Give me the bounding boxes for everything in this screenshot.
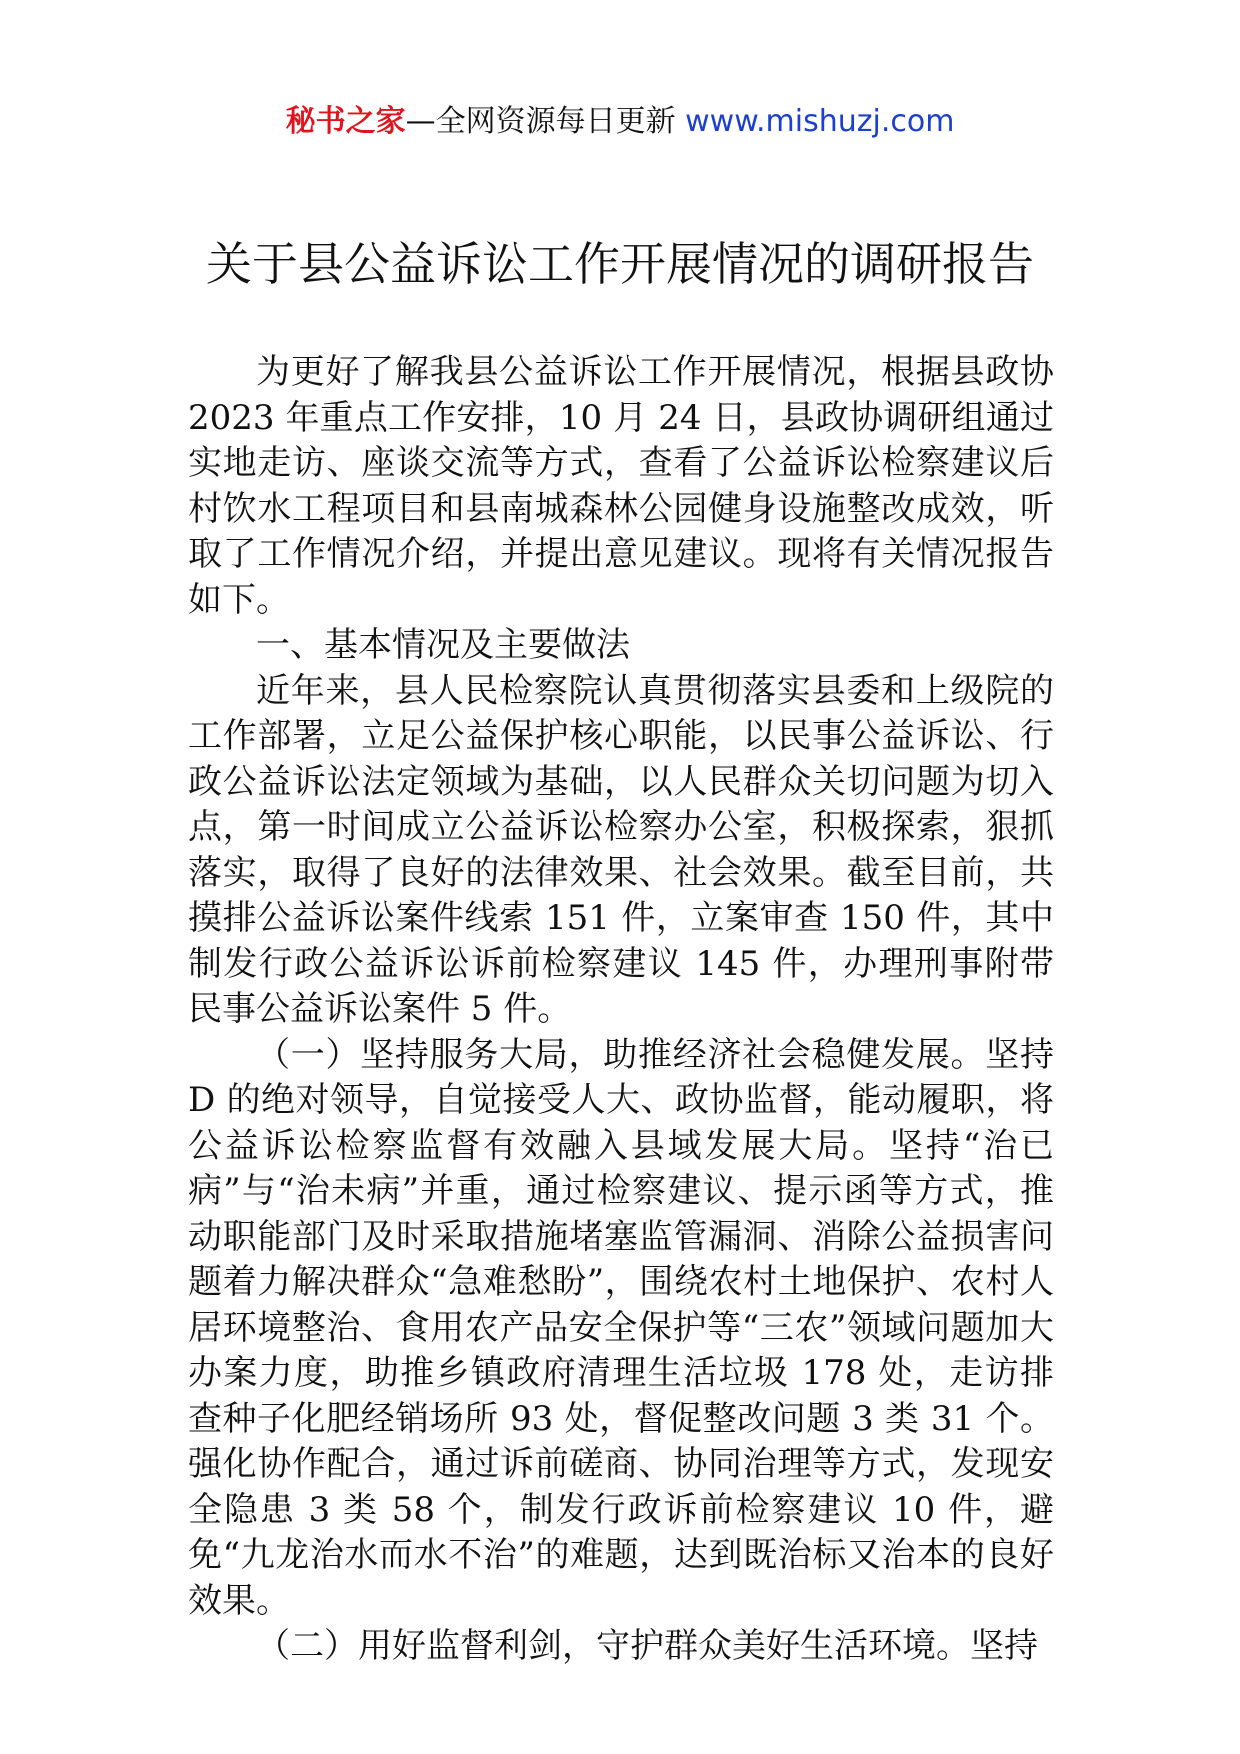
paragraph-overview: 近年来，县人民检察院认真贯彻落实县委和上级院的工作部署，立足公益保护核心职能，以民事公益诉讼、行政公益诉讼法定领域为基础，以人民群众关切问题为切入点，第一时间成立公益诉讼检察办公室，积极探索，狠抓落实，取得了良好的法律效果、社会效果。截至目前，共摸排公益诉讼案件线索 151 件，立案审查 150 件，其中制发行政公益诉讼诉前检察建议 145 件，办理刑事附带民事公益诉讼案件 5 件。 <box>188 670 1054 1029</box>
site-brand: 秘书之家 <box>285 104 406 139</box>
section-heading: 一、基本情况及主要做法 <box>256 625 630 665</box>
document-body <box>188 350 1054 1670</box>
paragraph-point-1: （一）坚持服务大局，助推经济社会稳健发展。坚持 D 的绝对领导，自觉接受人大、政协监督，能动履职，将公益诉讼检察监督有效融入县域发展大局。坚持“治已病”与“治未病”并重，通过检察建议、提示函等方式，推动职能部门及时采取措施堵塞监管漏洞、消除公益损害问题着力解决群众“急难愁盼”，围绕农村土地保护、农村人居环境整治、食用农产品安全保护等“三农”领域问题加大办案力度，助推乡镇政府清理生活垃圾 178 处，走访排查种子化肥经销场所 93 处，督促整改问题 3 类 31 个。强化协作配合，通过诉前磋商、协同治理等方式，发现安全隐患 3 类 58 个，制发行政诉前检察建议 10 件，避免“九龙治水而水不治”的难题，达到既治标又治本的良好效果。 <box>188 1034 1054 1621</box>
paragraph-intro: 为更好了解我县公益诉讼工作开展情况，根据县政协 2023 年重点工作安排，10 月 24 日，县政协调研组通过实地走访、座谈交流等方式，查看了公益诉讼检察建议后村饮水工程项目和县南城森林公园健身设施整改成效，听取了工作情况介绍，并提出意见建议。现将有关情况报告如下。 <box>188 352 1054 620</box>
site-url[interactable]: www.mishuzj.com <box>685 104 955 139</box>
site-slogan: —全网资源每日更新 <box>405 104 686 139</box>
document-title: 关于县公益诉讼工作开展情况的调研报告 <box>206 237 1034 291</box>
paragraph-point-2: （二）用好监督利剑，守护群众美好生活环境。坚持 <box>256 1626 1038 1666</box>
site-banner <box>0 100 1240 144</box>
